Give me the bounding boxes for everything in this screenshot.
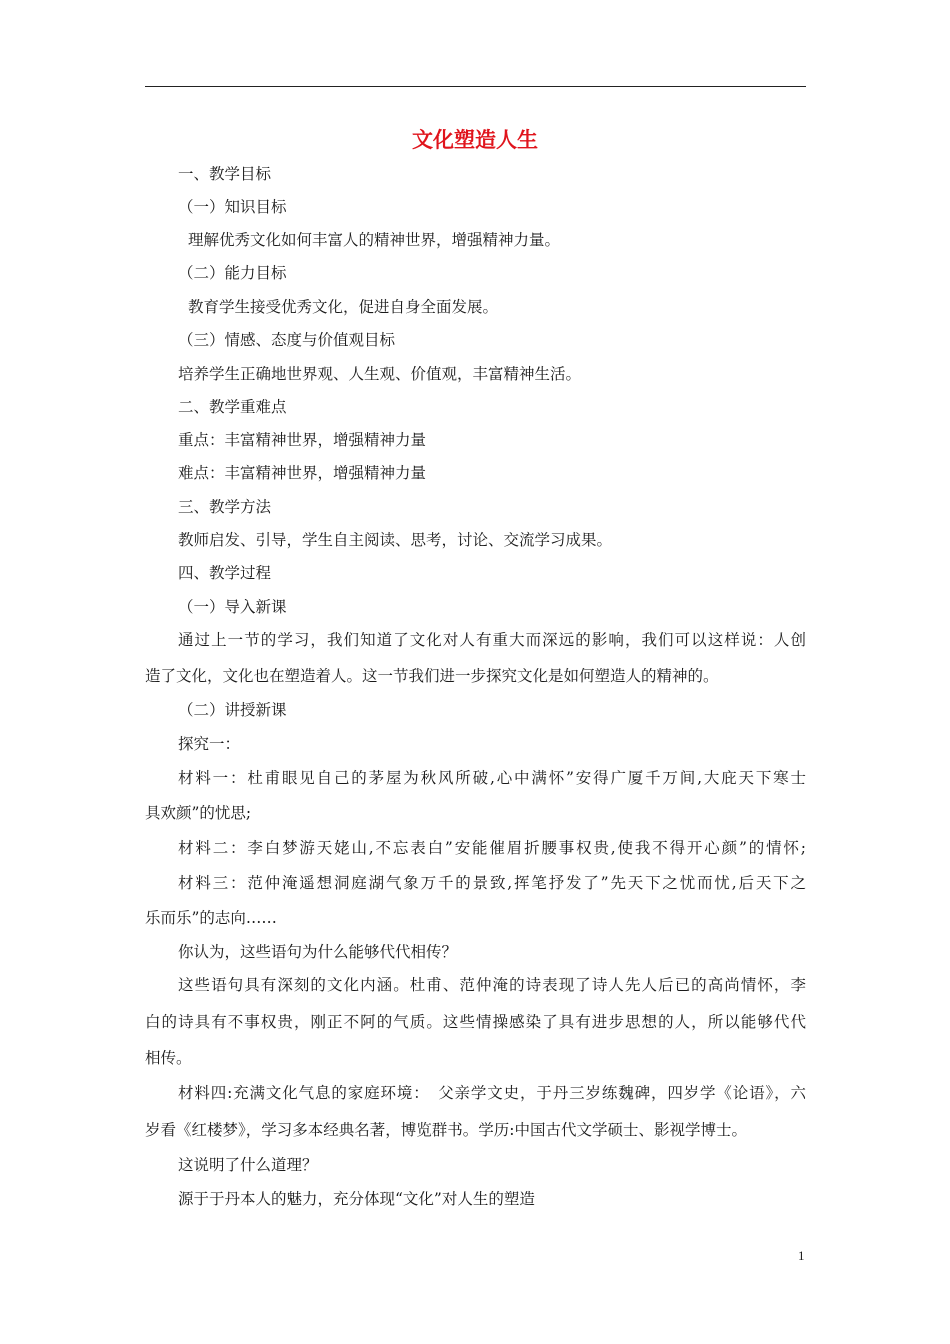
paragraph-line: 岁看《红楼梦》，学习多本经典名著，博览群书。学历:中国古代文学硕士、影视学博士。 [145,1121,747,1139]
paragraph-line: 教育学生接受优秀文化，促进自身全面发展。 [188,298,499,316]
paragraph-line: 白的诗具有不事权贵，刚正不阿的气质。这些情操感染了具有进步思想的人，所以能够代代 [145,1013,806,1031]
question-line: 这说明了什么道理？ [178,1156,318,1174]
document-title: 文化塑造人生 [412,128,538,152]
paragraph-line: 乐而乐”的志向…… [145,909,277,927]
page-number: 1 [798,1248,805,1263]
paragraph-line: 难点：丰富精神世界，增强精神力量 [178,464,427,482]
subheading-attitude-goals: （三）情感、态度与价值观目标 [178,331,396,349]
paragraph-line: 培养学生正确地世界观、人生观、价值观，丰富精神生活。 [178,365,582,383]
paragraph-line: 源于于丹本人的魅力，充分体现“文化”对人生的塑造 [178,1190,535,1208]
paragraph-line: 教师启发、引导，学生自主阅读、思考，讨论、交流学习成果。 [178,531,613,549]
paragraph-line: 材料一：杜甫眼见自己的茅屋为秋风所破,心中满怀”安得广厦千万间,大庇天下寒士 [178,769,806,787]
heading-teaching-process: 四、教学过程 [178,564,272,582]
heading-teaching-goals: 一、教学目标 [178,165,272,183]
paragraph-line: 这些语句具有深刻的文化内涵。杜甫、范仲淹的诗表现了诗人先人后已的高尚情怀，李 [178,976,806,994]
paragraph-line: 具欢颜”的忧思; [145,804,252,822]
paragraph-line: 材料二：李白梦游天姥山,不忘表白”安能催眉折腰事权贵,使我不得开心颜”的情怀; [178,839,806,857]
paragraph-line: 材料四:充满文化气息的家庭环境： 父亲学文史，于丹三岁练魏碑，四岁学《论语》，六 [178,1084,806,1102]
heading-key-points: 二、教学重难点 [178,398,287,416]
subheading-inquiry-one: 探究一： [178,735,241,753]
paragraph-line: 造了文化，文化也在塑造着人。这一节我们进一步探究文化是如何塑造人的精神的。 [145,667,719,685]
subheading-ability-goals: （二）能力目标 [178,264,287,282]
heading-teaching-methods: 三、教学方法 [178,498,272,516]
subheading-knowledge-goals: （一）知识目标 [178,198,287,216]
paragraph-line: 重点：丰富精神世界，增强精神力量 [178,431,427,449]
header-rule [145,86,806,87]
subheading-intro: （一）导入新课 [178,598,287,616]
subheading-new-lesson: （二）讲授新课 [178,701,287,719]
question-line: 你认为，这些语句为什么能够代代相传？ [178,943,458,961]
paragraph-line: 材料三：范仲淹遥想洞庭湖气象万千的景致,挥笔抒发了”先天下之忧而忧,后天下之 [178,874,806,892]
paragraph-line: 相传。 [145,1049,192,1067]
paragraph-line: 通过上一节的学习，我们知道了文化对人有重大而深远的影响，我们可以这样说：人创 [178,631,806,649]
paragraph-line: 理解优秀文化如何丰富人的精神世界，增强精神力量。 [188,231,561,249]
